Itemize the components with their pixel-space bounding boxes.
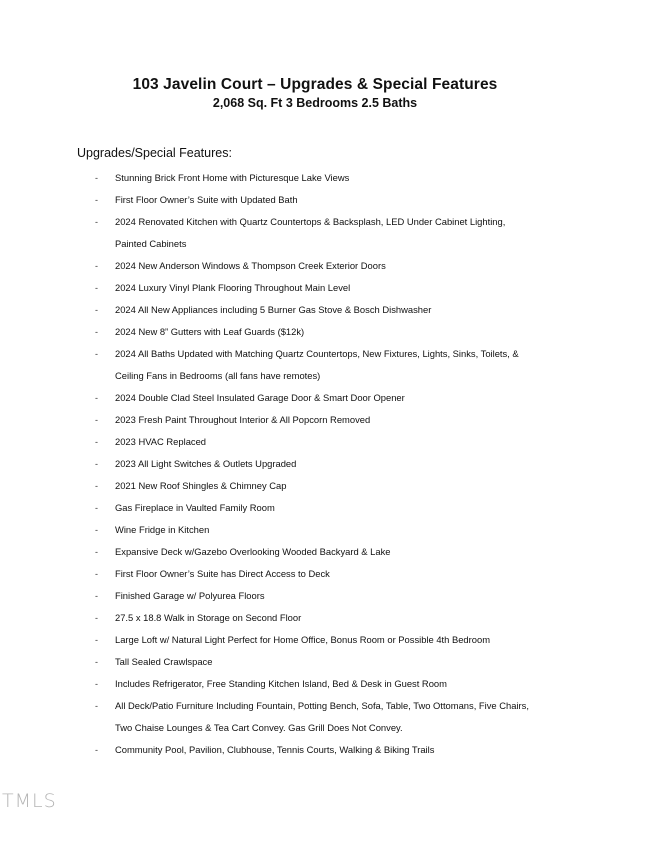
feature-text: Ceiling Fans in Bedrooms (all fans have remotes): [115, 370, 321, 381]
feature-text: First Floor Owner’s Suite with Updated Bath: [115, 194, 298, 205]
feature-item: [0, 343, 650, 387]
feature-item: [0, 189, 650, 211]
feature-item: [0, 475, 650, 497]
feature-text: 2024 Luxury Vinyl Plank Flooring Throughout Main Level: [115, 282, 351, 293]
feature-item: [0, 739, 650, 761]
bullet-marker: -: [95, 547, 98, 557]
bullet-marker: -: [95, 327, 98, 337]
document-title: 103 Javelin Court – Upgrades & Special Features: [132, 76, 498, 93]
bullet-marker: -: [95, 613, 98, 623]
feature-text: Gas Fireplace in Vaulted Family Room: [115, 502, 275, 513]
feature-text: Tall Sealed Crawlspace: [115, 656, 213, 667]
bullet-marker: -: [95, 481, 98, 491]
feature-text: Includes Refrigerator, Free Standing Kitchen Island, Bed & Desk in Guest Room: [115, 678, 447, 689]
feature-item: [0, 167, 650, 189]
feature-item: [0, 563, 650, 585]
feature-item: [0, 695, 650, 739]
feature-item: [0, 585, 650, 607]
feature-item: [0, 409, 650, 431]
feature-text: Community Pool, Pavilion, Clubhouse, Tennis Courts, Walking & Biking Trails: [115, 744, 435, 755]
feature-item: [0, 431, 650, 453]
bullet-marker: -: [95, 591, 98, 601]
feature-item: [0, 607, 650, 629]
feature-text: 2023 Fresh Paint Throughout Interior & All Popcorn Removed: [115, 414, 371, 425]
bullet-marker: -: [95, 305, 98, 315]
feature-text: Finished Garage w/ Polyurea Floors: [115, 590, 265, 601]
feature-text: Two Chaise Lounges & Tea Cart Convey. Gas Grill Does Not Convey.: [115, 722, 403, 733]
feature-item: [0, 387, 650, 409]
bullet-marker: -: [95, 173, 98, 183]
feature-item: [0, 651, 650, 673]
bullet-marker: -: [95, 437, 98, 447]
bullet-marker: -: [95, 349, 98, 359]
bullet-marker: -: [95, 261, 98, 271]
feature-text: First Floor Owner’s Suite has Direct Access to Deck: [115, 568, 330, 579]
feature-item: [0, 321, 650, 343]
bullet-marker: -: [95, 701, 98, 711]
feature-text: 2024 All Baths Updated with Matching Quartz Countertops, New Fixtures, Lights, Sinks, Toilets, &: [115, 348, 519, 359]
bullet-marker: -: [95, 415, 98, 425]
features-list: [0, 167, 650, 761]
feature-text: 27.5 x 18.8 Walk in Storage on Second Floor: [115, 612, 302, 623]
feature-item: [0, 519, 650, 541]
bullet-marker: -: [95, 745, 98, 755]
bullet-marker: -: [95, 459, 98, 469]
bullet-marker: -: [95, 635, 98, 645]
mls-watermark: TMLS: [2, 790, 57, 812]
feature-item: [0, 629, 650, 651]
feature-text: Stunning Brick Front Home with Picturesque Lake Views: [115, 172, 350, 183]
feature-item: [0, 541, 650, 563]
bullet-marker: -: [95, 657, 98, 667]
feature-item: [0, 255, 650, 277]
bullet-marker: -: [95, 569, 98, 579]
feature-text: 2023 HVAC Replaced: [115, 436, 207, 447]
feature-item: [0, 673, 650, 695]
bullet-marker: -: [95, 679, 98, 689]
feature-item: [0, 299, 650, 321]
bullet-marker: -: [95, 525, 98, 535]
feature-text: 2024 Double Clad Steel Insulated Garage Door & Smart Door Opener: [115, 392, 405, 403]
feature-text: 2023 All Light Switches & Outlets Upgraded: [115, 458, 297, 469]
feature-item: [0, 211, 650, 255]
feature-text: 2024 All New Appliances including 5 Burner Gas Stove & Bosch Dishwasher: [115, 304, 432, 315]
feature-text: 2024 New 8” Gutters with Leaf Guards ($12k): [115, 326, 305, 337]
feature-item: [0, 497, 650, 519]
bullet-marker: -: [95, 503, 98, 513]
feature-text: All Deck/Patio Furniture Including Fountain, Potting Bench, Sofa, Table, Two Ottomans, Five Chairs,: [115, 700, 529, 711]
feature-text: 2024 New Anderson Windows & Thompson Creek Exterior Doors: [115, 260, 386, 271]
bullet-marker: -: [95, 217, 98, 227]
feature-text: Expansive Deck w/Gazebo Overlooking Wooded Backyard & Lake: [115, 546, 391, 557]
feature-text: 2024 Renovated Kitchen with Quartz Countertops & Backsplash, LED Under Cabinet Lighting,: [115, 216, 506, 227]
bullet-marker: -: [95, 393, 98, 403]
feature-text: 2021 New Roof Shingles & Chimney Cap: [115, 480, 287, 491]
feature-text: Painted Cabinets: [115, 238, 187, 249]
feature-item: [0, 453, 650, 475]
feature-text: Wine Fridge in Kitchen: [115, 524, 210, 535]
document-subtitle: 2,068 Sq. Ft 3 Bedrooms 2.5 Baths: [212, 96, 418, 110]
bullet-marker: -: [95, 283, 98, 293]
feature-text: Large Loft w/ Natural Light Perfect for Home Office, Bonus Room or Possible 4th Bedroom: [115, 634, 491, 645]
section-heading: Upgrades/Special Features:: [77, 146, 232, 160]
feature-item: [0, 277, 650, 299]
bullet-marker: -: [95, 195, 98, 205]
